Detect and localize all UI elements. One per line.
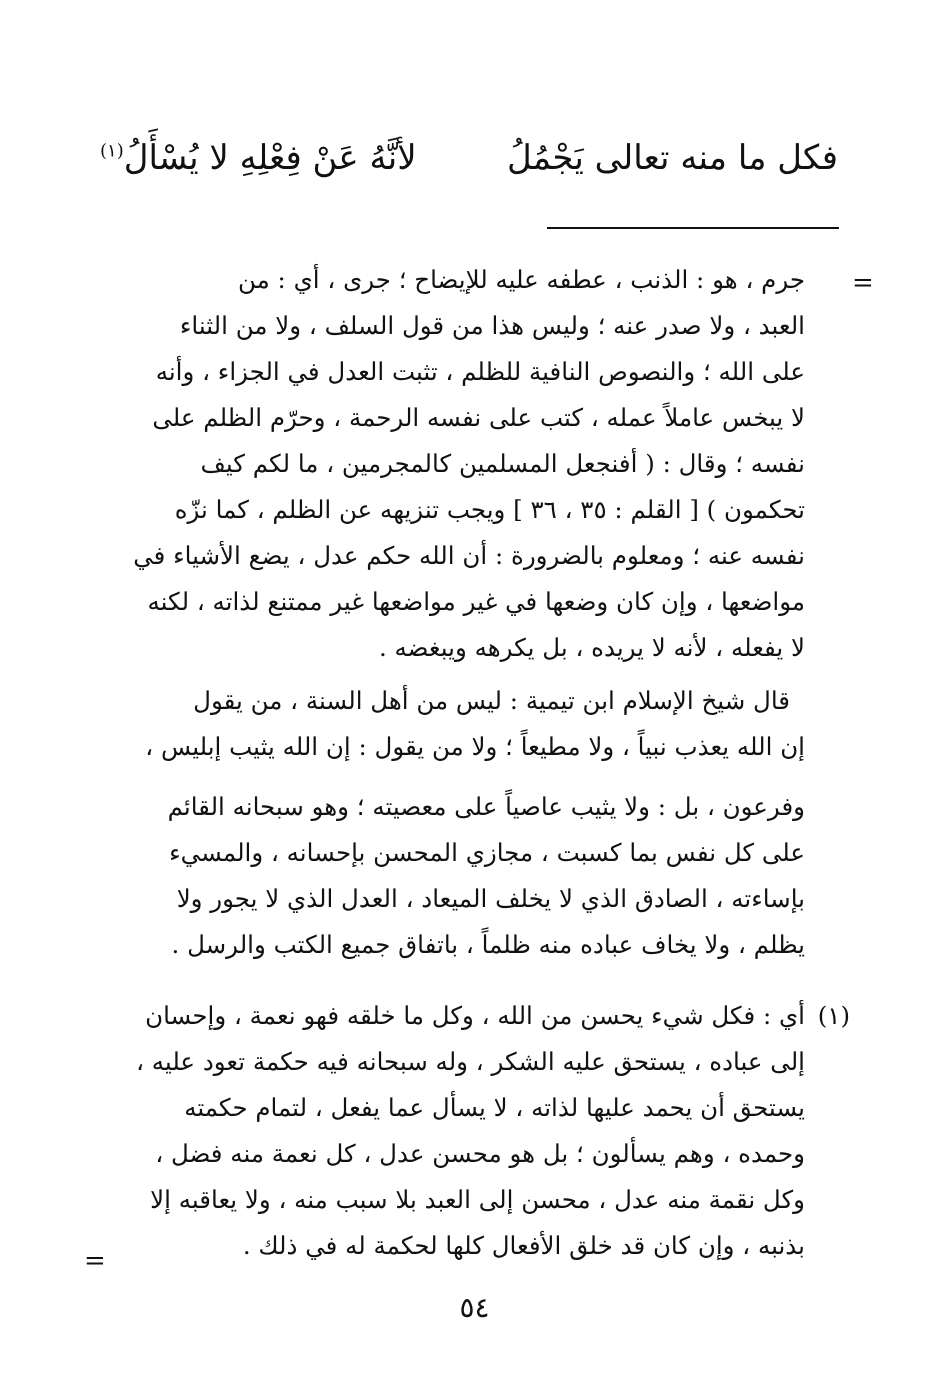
footnote-separator-rule <box>547 227 839 229</box>
commentary-line: وفرعون ، بل : ولا يثيب عاصياً على معصيته ؛ وهو سبحانه القائم <box>167 792 805 821</box>
verse-line <box>90 128 860 198</box>
commentary-line: على كل نفس بما كسبت ، مجازي المحسن بإحسانه ، والمسيء <box>169 838 805 867</box>
commentary-line: نفسه ؛ وقال : ( أفنجعل المسلمين كالمجرمين ، ما لكم كيف <box>200 449 805 478</box>
footnote-marker: (١) <box>100 140 124 162</box>
commentary-line: إن الله يعذب نبياً ، ولا مطيعاً ؛ ولا من يقول : إن الله يثيب إبليس ، <box>145 732 805 761</box>
commentary-line: لا يبخس عاملاً عمله ، كتب على نفسه الرحمة ، وحرّم الظلم على <box>152 403 805 432</box>
commentary-line: مواضعها ، وإن كان وضعها في غير مواضعها غير ممتنع لذاته ، لكنه <box>147 587 805 616</box>
commentary-line: تحكمون ) [ القلم : ٣٥ ، ٣٦ ] ويجب تنزيهه عن الظلم ، كما نزّه <box>174 495 805 524</box>
footnote-line: بذنبه ، وإن كان قد خلق الأفعال كلها لحكمة له في ذلك . <box>242 1231 805 1260</box>
verse-hemistich-right: فكل ما منه تعالى يَجْمُلُ <box>506 138 838 178</box>
continuation-mark-bottom: = <box>84 1246 106 1276</box>
commentary-line: بإساءته ، الصادق الذي لا يخلف الميعاد ، العدل الذي لا يجور ولا <box>176 884 805 913</box>
footnote-line: وحمده ، وهم يسألون ؛ بل هو محسن عدل ، كل نعمة منه فضل ، <box>155 1139 805 1168</box>
footnote-line: أي : فكل شيء يحسن من الله ، وكل ما خلقه فهو نعمة ، وإحسان <box>145 1001 805 1030</box>
page-number: ٥٤ <box>459 1291 490 1324</box>
commentary-line: لا يفعله ، لأنه لا يريده ، بل يكرهه ويبغضه . <box>378 633 805 662</box>
commentary-line: العبد ، ولا صدر عنه ؛ وليس هذا من قول السلف ، ولا من الثناء <box>179 311 805 340</box>
commentary-line: يظلم ، ولا يخاف عباده منه ظلماً ، باتفاق جميع الكتب والرسل . <box>171 930 805 959</box>
footnote-line: إلى عباده ، يستحق عليه الشكر ، وله سبحانه فيه حكمة تعود عليه ، <box>136 1047 805 1076</box>
commentary-line: على الله ؛ والنصوص النافية للظلم ، تثبت العدل في الجزاء ، وأنه <box>155 357 805 386</box>
commentary-line: نفسه عنه ؛ ومعلوم بالضرورة : أن الله حكم عدل ، يضع الأشياء في <box>133 541 805 570</box>
verse-hemistich-left <box>100 128 417 188</box>
verse-hemistich-left-text: لأنَّهُ عَنْ فِعْلِهِ لا يُسْأَلُ <box>123 138 417 178</box>
footnote-line: وكل نقمة منه عدل ، محسن إلى العبد بلا سبب منه ، ولا يعاقبه إلا <box>150 1185 805 1214</box>
commentary-line: قال شيخ الإسلام ابن تيمية : ليس من أهل السنة ، من يقول <box>193 686 790 715</box>
footnote-label: (١) <box>817 1001 850 1030</box>
continuation-mark-top: = <box>852 268 874 298</box>
commentary-line: جرم ، هو : الذنب ، عطفه عليه للإيضاح ؛ جرى ، أي : من <box>238 265 805 294</box>
footnote-line: يستحق أن يحمد عليها لذاته ، لا يسأل عما يفعل ، لتمام حكمته <box>184 1093 805 1122</box>
